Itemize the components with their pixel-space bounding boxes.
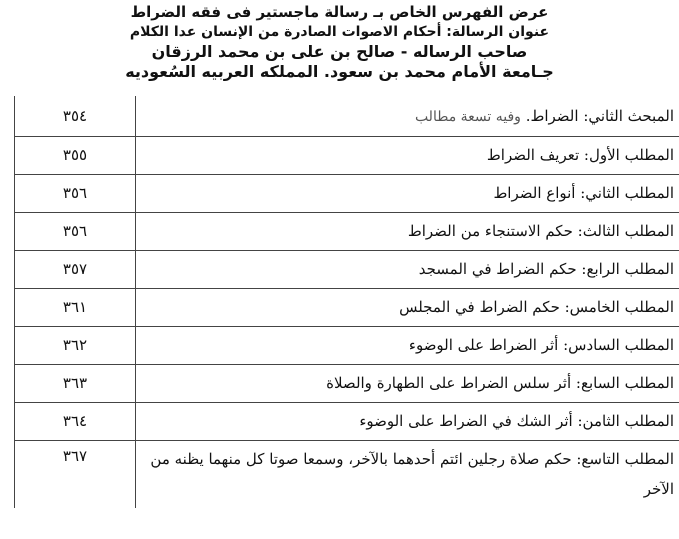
toc-title: المطلب الأول: تعريف الضراط <box>136 136 679 174</box>
header-line-1: عرض الفهرس الخاص بـ رسالة ماجستير فى فقه الضراط <box>130 3 549 21</box>
toc-title: المطلب الخامس: حكم الضراط في المجلس <box>136 288 679 326</box>
toc-title: المطلب التاسع: حكم صلاة رجلين ائتم أحدهما بالآخر، وسمعا صوتا كل منهما يظنه من الآخر <box>136 440 679 508</box>
toc-title: المطلب الثالث: حكم الاستنجاء من الضراط <box>136 212 679 250</box>
toc-page-number: ٣٥٦ <box>15 174 136 212</box>
toc-title: المطلب السابع: أثر سلس الضراط على الطهارة والصلاة <box>136 364 679 402</box>
toc-page-number: ٣٥٥ <box>15 136 136 174</box>
toc-title-cell <box>136 96 679 136</box>
table-row <box>15 136 679 174</box>
toc-page-number: ٣٦٧ <box>15 440 136 508</box>
toc-title: المطلب الثامن: أثر الشك في الضراط على الوضوء <box>136 402 679 440</box>
toc-title: المطلب السادس: أثر الضراط على الوضوء <box>136 326 679 364</box>
table-row <box>15 96 679 136</box>
university-line: جـامعة الأمام محمد بن سعود. المملكه العربيه السُعوديه <box>125 62 554 81</box>
table-row <box>15 364 679 402</box>
toc-page-number: ٣٥٦ <box>15 212 136 250</box>
toc-page-number: ٣٦٢ <box>15 326 136 364</box>
toc-page-number: ٣٥٧ <box>15 250 136 288</box>
toc-page-number: ٣٦٤ <box>15 402 136 440</box>
table-of-contents <box>14 96 679 508</box>
author-line: صاحب الرساله - صالح بن على بن محمد الرزقان <box>151 42 528 61</box>
table-row <box>15 288 679 326</box>
table-row <box>15 402 679 440</box>
toc-note: وفيه تسعة مطالب <box>414 108 521 125</box>
table-row <box>15 212 679 250</box>
toc-page-number: ٣٦١ <box>15 288 136 326</box>
toc-page-number: ٣٦٣ <box>15 364 136 402</box>
table-row <box>15 326 679 364</box>
document-header <box>0 2 679 82</box>
thesis-title-line: عنوان الرسالة: أحكام الاصوات الصادرة من الإنسان عدا الكلام <box>129 24 550 40</box>
table-row <box>15 440 679 508</box>
toc-page-number: ٣٥٤ <box>15 96 136 136</box>
table-row <box>15 250 679 288</box>
table-row <box>15 174 679 212</box>
toc-title: المبحث الثاني: الضراط. <box>525 106 674 125</box>
toc-title: المطلب الثاني: أنواع الضراط <box>136 174 679 212</box>
toc-title: المطلب الرابع: حكم الضراط في المسجد <box>136 250 679 288</box>
